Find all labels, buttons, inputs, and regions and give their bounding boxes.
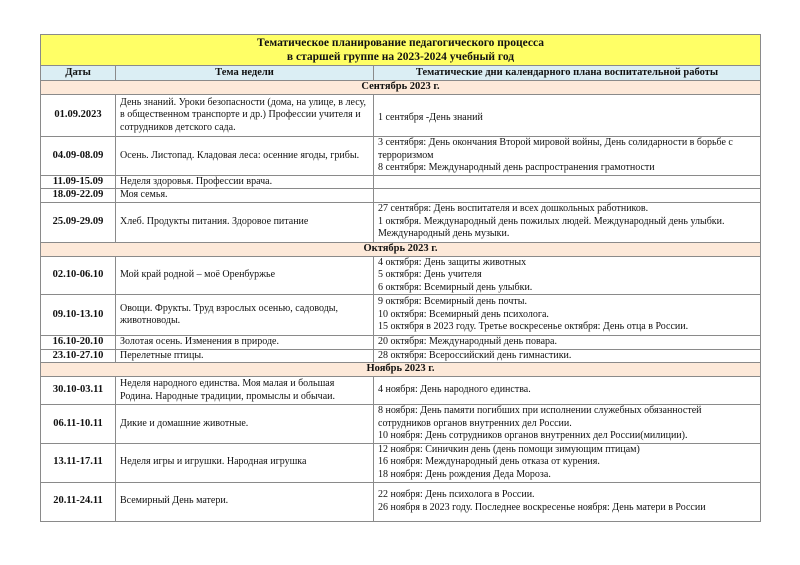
event-item: 10 октября: Всемирный день психолога. (378, 308, 549, 320)
event-item: 18 ноября: День рождения Деда Мороза. (378, 468, 551, 480)
row-events (374, 175, 761, 189)
event-item: 3 сентября: День окончания Второй мировой войны, День солидарности в борьбе с терроризмом (378, 137, 733, 161)
table-title (41, 35, 761, 66)
table-row (41, 95, 761, 137)
table-title-row (41, 35, 761, 66)
table-row (41, 336, 761, 350)
row-date: 16.10-20.10 (41, 336, 116, 350)
row-theme: Хлеб. Продукты питания. Здоровое питание (116, 202, 374, 242)
event-item: 15 октября в 2023 году. Третье воскресенье октября: День отца в России. (378, 321, 689, 333)
event-item: 8 ноября: День памяти погибших при исполнении служебных обязанностей сотрудников органов внутренних дел России. (378, 405, 702, 429)
row-events (374, 377, 761, 405)
table-row (41, 202, 761, 242)
month-row-september (41, 81, 761, 95)
row-date: 06.11-10.11 (41, 405, 116, 444)
row-events (374, 349, 761, 363)
event-item: 4 ноября: День народного единства. (378, 384, 531, 396)
row-events (374, 482, 761, 521)
table-row (41, 443, 761, 482)
row-theme: День знаний. Уроки безопасности (дома, на улице, в лесу, в общественном транспорте и др.) Профессии учителя и сотрудников детского сада. (116, 95, 374, 137)
row-theme: Дикие и домашние животные. (116, 405, 374, 444)
table-row (41, 295, 761, 336)
row-events (374, 256, 761, 295)
month-row-november (41, 363, 761, 377)
row-date: 01.09.2023 (41, 95, 116, 137)
row-date: 30.10-03.11 (41, 377, 116, 405)
month-label: Сентябрь 2023 г. (41, 81, 761, 95)
row-events (374, 189, 761, 203)
row-theme: Осень. Листопад. Кладовая леса: осенние ягоды, грибы. (116, 137, 374, 176)
event-item: 27 сентября: День воспитателя и всех дошкольных работников. (378, 203, 649, 215)
row-date: 02.10-06.10 (41, 256, 116, 295)
row-theme: Неделя народного единства. Моя малая и большая Родина. Народные традиции, промыслы и обычаи. (116, 377, 374, 405)
table-row (41, 349, 761, 363)
row-theme: Золотая осень. Изменения в природе. (116, 336, 374, 350)
row-events (374, 137, 761, 176)
row-events (374, 405, 761, 444)
column-header-theme: Тема недели (116, 66, 374, 81)
event-item: 12 ноября: Синичкин день (день помощи зимующим птицам) (378, 443, 640, 455)
column-header-dates: Даты (41, 66, 116, 81)
month-row-october (41, 242, 761, 256)
row-date: 13.11-17.11 (41, 443, 116, 482)
row-theme: Всемирный День матери. (116, 482, 374, 521)
table-row (41, 405, 761, 444)
row-date: 18.09-22.09 (41, 189, 116, 203)
event-item: 28 октября: Всероссийский день гимнастики. (378, 349, 572, 361)
month-label: Октябрь 2023 г. (41, 242, 761, 256)
table-row (41, 137, 761, 176)
event-item: 8 сентября: Международный день распространения грамотности (378, 162, 655, 173)
row-theme: Мой край родной – моё Оренбуржье (116, 256, 374, 295)
row-events (374, 443, 761, 482)
event-item: 26 ноября в 2023 году. Последнее воскресенье ноября: День матери в России (378, 501, 706, 513)
row-theme: Перелетные птицы. (116, 349, 374, 363)
event-item: 5 октября: День учителя (378, 269, 482, 280)
event-item: 4 октября: День защиты животных (378, 256, 527, 268)
table-row (41, 175, 761, 189)
table-row (41, 256, 761, 295)
row-date: 09.10-13.10 (41, 295, 116, 336)
event-item: 1 октября. Международный день пожилых людей. Международный день улыбки. Международный день музыки. (378, 215, 725, 240)
column-header-events: Тематические дни календарного плана воспитательной работы (374, 66, 761, 81)
planning-table (40, 34, 761, 522)
row-theme: Неделя здоровья. Профессии врача. (116, 175, 374, 189)
event-item: 10 ноября: День сотрудников органов внутренних дел России(милиции). (378, 430, 688, 441)
table-row (41, 189, 761, 203)
row-theme: Овощи. Фрукты. Труд взрослых осенью, садоводы, животноводы. (116, 295, 374, 336)
month-label: Ноябрь 2023 г. (41, 363, 761, 377)
event-item: 20 октября: Международный день повара. (378, 336, 557, 347)
row-date: 20.11-24.11 (41, 482, 116, 521)
event-item: 1 сентября -День знаний (378, 112, 483, 124)
event-item: 16 ноября: Международный день отказа от курения. (378, 456, 600, 468)
event-item: 22 ноября: День психолога в России. (378, 489, 535, 500)
title-line-2: в старшей группе на 2023-2024 учебный год (286, 51, 515, 63)
table-row (41, 482, 761, 521)
title-line-1: Тематическое планирование педагогического процесса (256, 37, 545, 49)
column-header-row (41, 66, 761, 81)
row-events (374, 95, 761, 137)
row-events (374, 336, 761, 350)
row-theme: Моя семья. (116, 189, 374, 203)
event-item: 9 октября: Всемирный день почты. (378, 296, 527, 308)
table-row (41, 377, 761, 405)
row-date: 25.09-29.09 (41, 202, 116, 242)
row-date: 23.10-27.10 (41, 349, 116, 363)
row-date: 04.09-08.09 (41, 137, 116, 176)
row-events (374, 295, 761, 336)
row-theme: Неделя игры и игрушки. Народная игрушка (116, 443, 374, 482)
event-item: 6 октября: Всемирный день улыбки. (378, 281, 533, 293)
row-events (374, 202, 761, 242)
row-date: 11.09-15.09 (41, 175, 116, 189)
